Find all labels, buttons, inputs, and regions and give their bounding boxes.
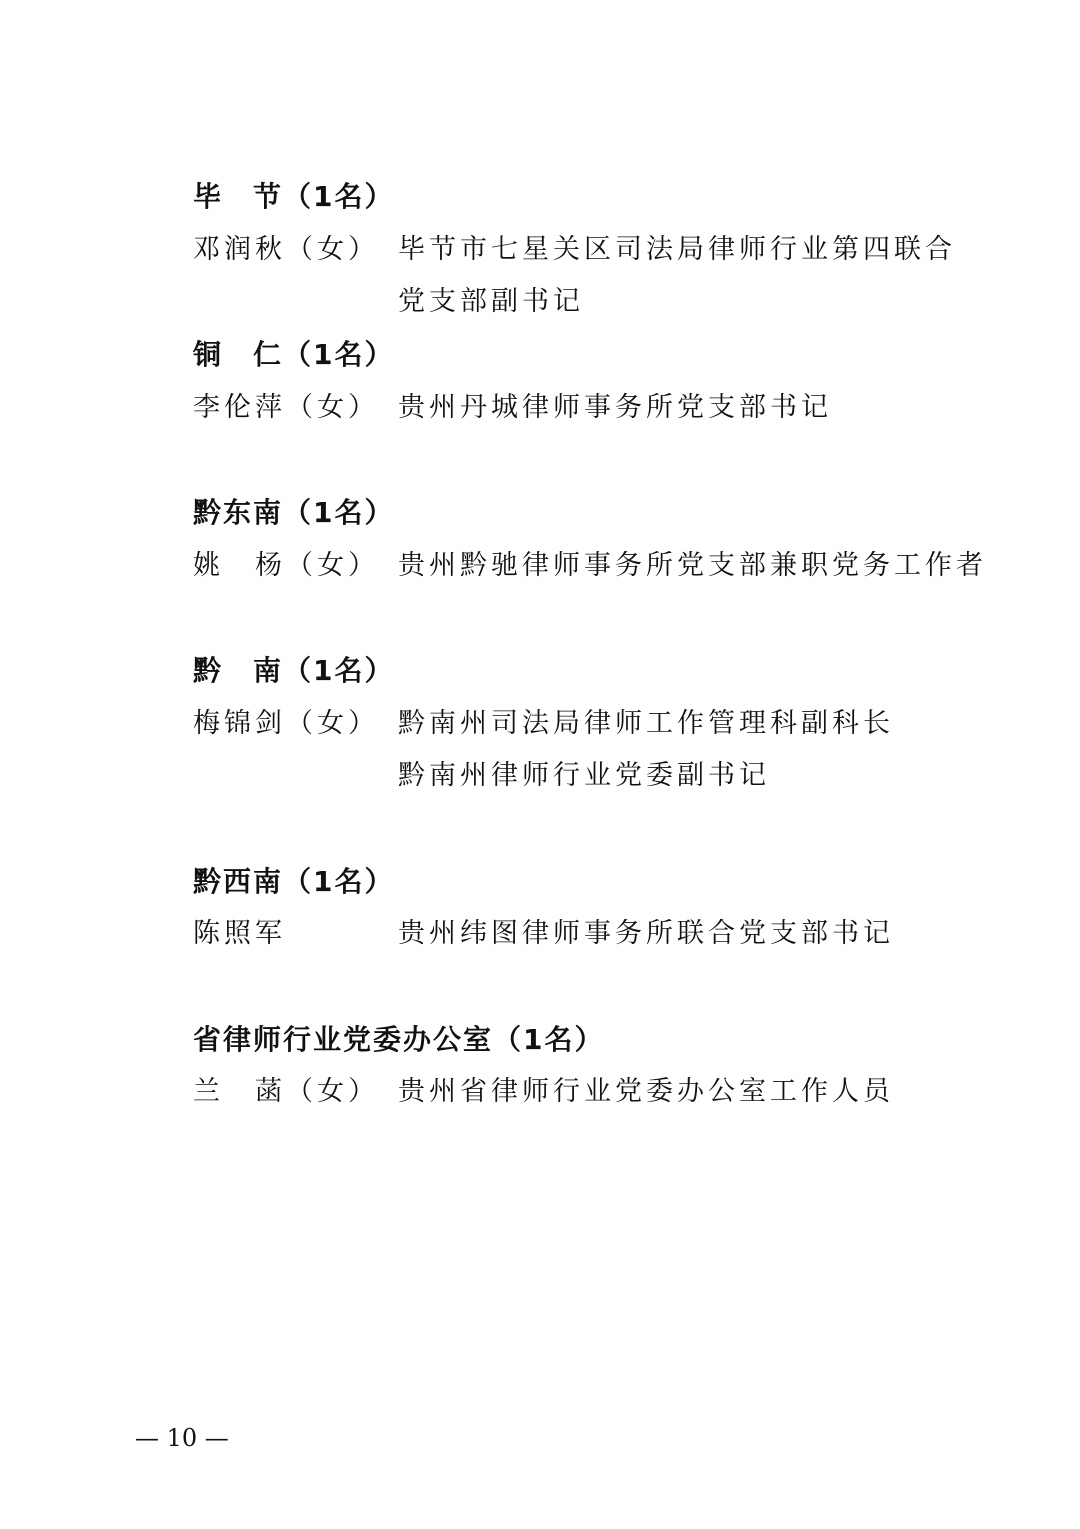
person-position-line: 贵州丹城律师事务所党支部书记 [398,392,832,423]
page-number: — 10 — [135,1424,229,1452]
person-position-line: 贵州省律师行业党委办公室工作人员 [398,1076,894,1107]
person-position-line: 黔南州司法局律师工作管理科副科长 [398,708,894,739]
section-heading-bijie: 毕 节（1名） [193,180,395,213]
person-name: 陈照军 [193,918,286,949]
person-position-line: 贵州纬图律师事务所联合党支部书记 [398,918,894,949]
section-heading-qiannan: 黔 南（1名） [193,654,395,687]
person-name: 兰 菡（女） [193,1076,379,1107]
section-heading-qianxinan: 黔西南（1名） [193,865,395,898]
person-position-line: 黔南州律师行业党委副书记 [398,760,770,791]
section-heading-qiandongnan: 黔东南（1名） [193,496,395,529]
person-name: 李伦萍（女） [193,392,379,423]
person-position-line: 党支部副书记 [398,286,584,317]
person-position-line: 毕节市七星关区司法局律师行业第四联合 [398,234,956,265]
section-heading-provincial-office: 省律师行业党委办公室（1名） [193,1023,605,1056]
person-name: 姚 杨（女） [193,550,379,581]
person-name: 邓润秋（女） [193,234,379,265]
section-heading-tongren: 铜 仁（1名） [193,338,395,371]
person-position-line: 贵州黔驰律师事务所党支部兼职党务工作者 [398,550,987,581]
person-name: 梅锦剑（女） [193,708,379,739]
